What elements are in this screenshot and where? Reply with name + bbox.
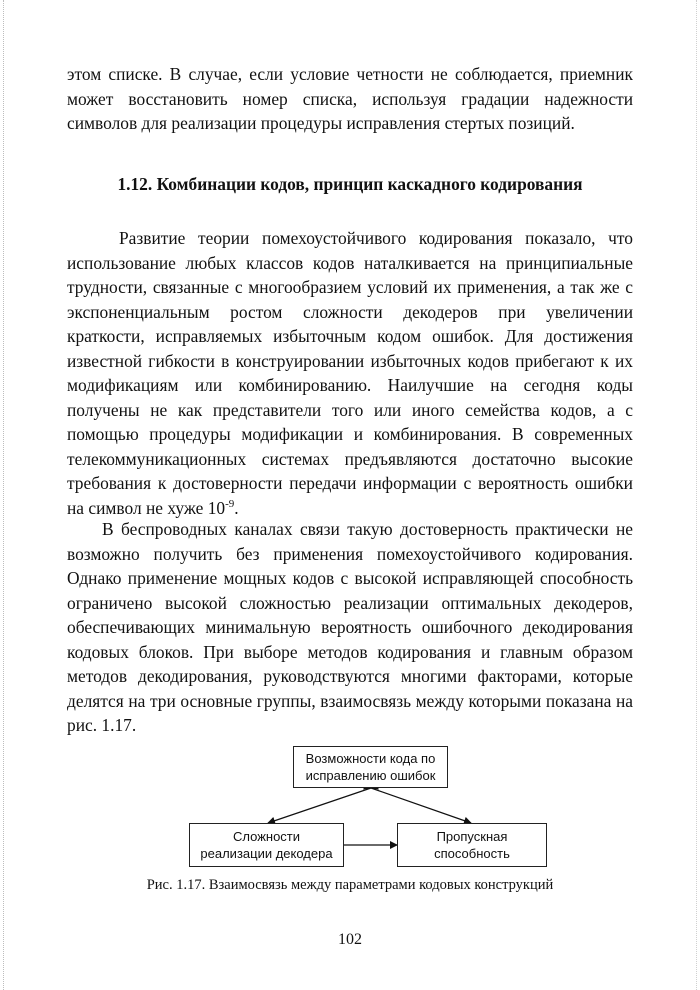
section-heading: 1.12. Комбинации кодов, принцип каскадного кодирования (117, 174, 583, 194)
box-top-line2: исправлению ошибок (305, 768, 436, 783)
box-right-line2: способность (434, 846, 510, 861)
box-top-line1: Возможности кода по (305, 751, 436, 766)
paragraph-wireless: В беспроводных каналах связи такую достоверность практически не возможно получить без применения помехоустойчивого кодирования. Однако применение мощных кодов с высокой исправляющей способность ограничено высокой сложностью реализации оптимальных декодеров, обеспечивающих минимальную вероятность ошибочного декодирования кодовых блоков. При выборе методов кодирования и главным образом методов декодирования, руководствуются многими факторами, которые делятся на три основные группы, взаимосвязь между которыми показана на рис. 1.17. (67, 519, 633, 735)
arrow-top-left (268, 788, 371, 823)
paragraph-development-end: . (234, 497, 239, 518)
arrow-top-right (371, 788, 471, 823)
paragraph-development-text: Развитие теории помехоустойчивого кодирования показало, что использование любых классов кодов наталкивается на принципиальные трудности, связанные с многообразием условий их применения, а так же с экспоненциальным ростом сложности декодеров при увеличении краткости, исправляемых избыточным кодом ошибок. Для достижения известной гибкости в конструировании избыточных кодов прибегают к их модификациям или комбинированию. Наилучшие на сегодня коды получены не как представители того или иного семейства кодов, а с помощью процедуры модификации и комбинирования. В современных телекоммуникационных системах предъявляются достаточно высокие требования к достоверности передачи информации с вероятность ошибки на символ не хуже 10 (67, 228, 633, 518)
box-decoder-complexity (189, 823, 344, 867)
box-left-line2: реализации декодера (200, 846, 333, 861)
box-throughput (397, 823, 547, 867)
exponent: -9 (225, 497, 235, 510)
page-number: 102 (338, 931, 362, 948)
figure-caption: Рис. 1.17. Взаимосвязь между параметрами кодовых конструкций (146, 877, 554, 893)
box-error-correction-capability (293, 746, 448, 788)
box-left-line1: Сложности (232, 829, 301, 844)
paragraph-continuation: этом списке. В случае, если условие четности не соблюдается, приемник может восстановить номер списка, используя градации надежности символов для реализации процедуры исправления стертых позиций. (67, 64, 633, 133)
box-right-line1: Пропускная (436, 829, 508, 844)
